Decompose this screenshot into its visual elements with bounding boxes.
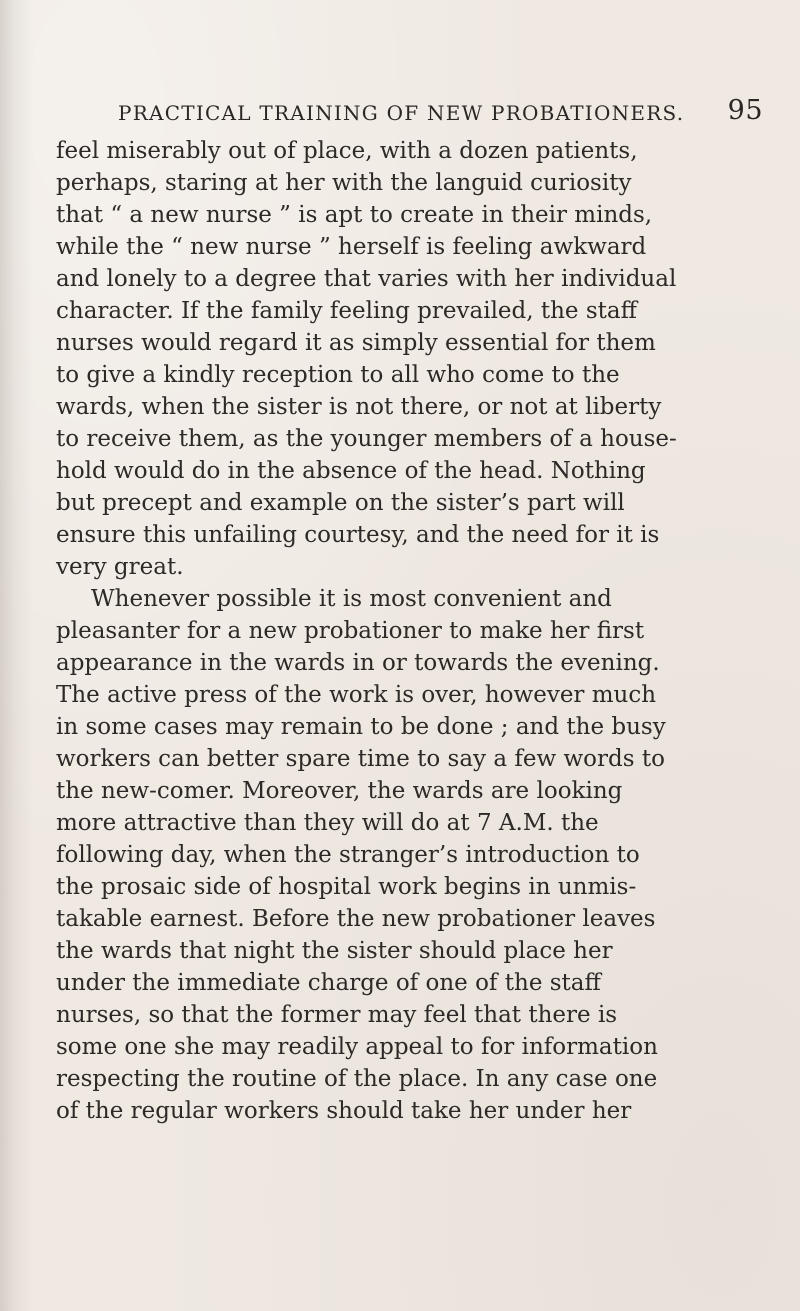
body-line-26-text: the wards that night the sister should place her — [56, 938, 613, 964]
body-line-3 — [56, 199, 770, 231]
body-line-6-text: character. If the family feeling prevailed, the staff — [56, 298, 637, 324]
body-line-19 — [56, 711, 770, 743]
body-line-7-text: nurses would regard it as simply essential for them — [56, 330, 656, 356]
body-line-22 — [56, 807, 770, 839]
body-line-25 — [56, 903, 770, 935]
body-line-26 — [56, 935, 770, 967]
body-line-16-text: pleasanter for a new probationer to make her first — [56, 618, 645, 644]
body-line-2 — [56, 167, 770, 199]
body-line-7 — [56, 327, 770, 359]
body-line-20-text: workers can better spare time to say a few words to — [56, 746, 665, 772]
body-line-17 — [56, 647, 770, 679]
body-line-20 — [56, 743, 770, 775]
running-head — [118, 94, 763, 130]
body-line-13-text: ensure this unfailing courtesy, and the need for it is — [56, 522, 660, 548]
body-line-30 — [56, 1063, 770, 1095]
body-line-31 — [56, 1095, 770, 1127]
body-line-24 — [56, 871, 770, 903]
body-line-16 — [56, 615, 770, 647]
body-line-15 — [56, 583, 770, 615]
body-line-27 — [56, 967, 770, 999]
body-line-4 — [56, 231, 770, 263]
body-line-11 — [56, 455, 770, 487]
body-line-22-text: more attractive than they will do at 7 A.M. the — [56, 810, 599, 836]
body-line-12 — [56, 487, 770, 519]
body-line-9 — [56, 391, 770, 423]
body-line-18-text: The active press of the work is over, however much — [56, 682, 657, 708]
body-line-13 — [56, 519, 770, 551]
body-line-14 — [56, 551, 770, 583]
body-line-19-text: in some cases may remain to be done ; and the busy — [56, 714, 666, 740]
body-line-10-text: to receive them, as the younger members of a house- — [56, 426, 677, 452]
body-line-3-text: that “ a new nurse ” is apt to create in their minds, — [56, 202, 653, 228]
body-line-28 — [56, 999, 770, 1031]
body-line-17-text: appearance in the wards in or towards the evening. — [56, 650, 660, 676]
body-line-31-text: of the regular workers should take her under her — [56, 1098, 632, 1124]
body-line-8-text: to give a kindly reception to all who come to the — [56, 362, 620, 388]
body-line-6 — [56, 295, 770, 327]
body-line-23 — [56, 839, 770, 871]
page-number: 95 — [727, 95, 763, 126]
body-text — [56, 135, 770, 1127]
body-line-8 — [56, 359, 770, 391]
body-line-15-text: Whenever possible it is most convenient and — [91, 586, 612, 612]
body-line-25-text: takable earnest. Before the new probationer leaves — [56, 906, 656, 932]
body-line-28-text: nurses, so that the former may feel that there is — [56, 1002, 618, 1028]
body-line-30-text: respecting the routine of the place. In any case one — [56, 1066, 658, 1092]
book-gutter-shadow — [0, 0, 34, 1311]
body-line-11-text: hold would do in the absence of the head. Nothing — [56, 458, 646, 484]
body-line-5-text: and lonely to a degree that varies with her individual — [56, 266, 677, 292]
body-line-10 — [56, 423, 770, 455]
running-head-title: PRACTICAL TRAINING OF NEW PROBATIONERS. — [118, 101, 685, 125]
body-line-9-text: wards, when the sister is not there, or not at liberty — [56, 394, 662, 420]
body-line-1-text: feel miserably out of place, with a dozen patients, — [56, 138, 638, 164]
body-line-24-text: the prosaic side of hospital work begins in unmis- — [56, 874, 637, 900]
body-line-27-text: under the immediate charge of one of the staff — [56, 970, 601, 996]
body-line-2-text: perhaps, staring at her with the languid curiosity — [56, 170, 632, 196]
body-line-21-text: the new-comer. Moreover, the wards are looking — [56, 778, 623, 804]
body-line-5 — [56, 263, 770, 295]
body-line-23-text: following day, when the stranger’s introduction to — [56, 842, 640, 868]
body-line-1 — [56, 135, 770, 167]
body-line-29 — [56, 1031, 770, 1063]
body-line-12-text: but precept and example on the sister’s part will — [56, 490, 625, 516]
body-line-21 — [56, 775, 770, 807]
body-line-14-text: very great. — [56, 554, 184, 580]
body-line-18 — [56, 679, 770, 711]
body-line-29-text: some one she may readily appeal to for information — [56, 1034, 658, 1060]
body-line-4-text: while the “ new nurse ” herself is feeling awkward — [56, 234, 647, 260]
